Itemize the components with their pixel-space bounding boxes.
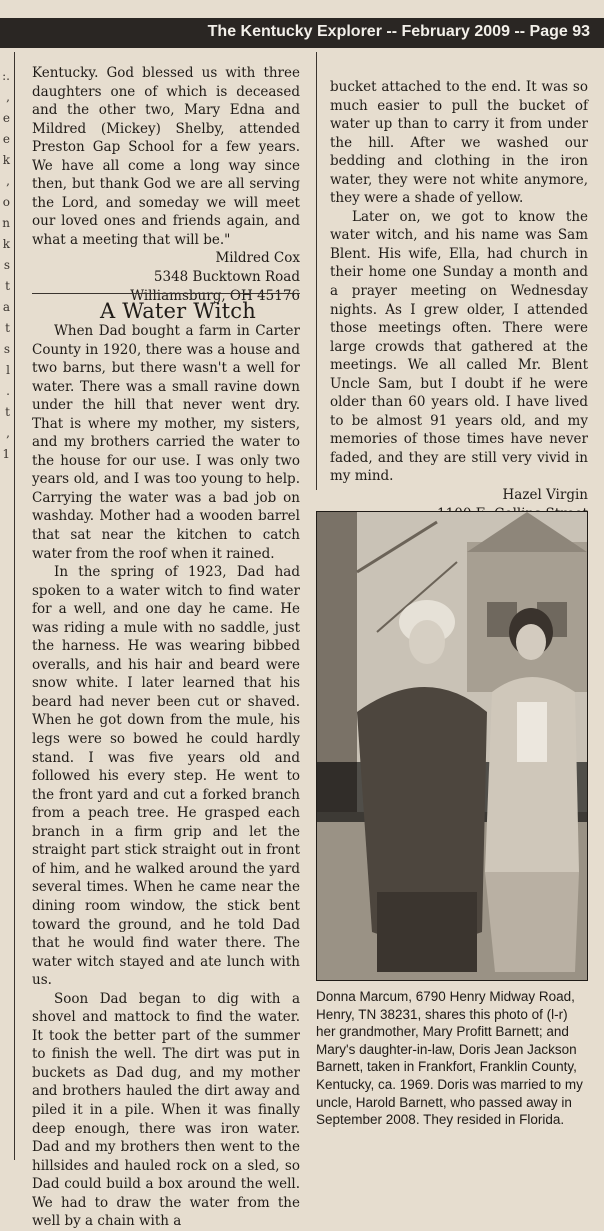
fragment-text: k: [2, 153, 10, 167]
fragment-text: ,: [6, 90, 10, 104]
story-paragraph: Later on, we got to know the water witch, and his name was Sam Blent. His wife, Ella, had church in their home one Sunday a month and a prayer meeting on Wednesday nights. As I grew older, I attended those meetings often. There were large crowds that gathered at the meetings. We all called Mr. Blent Uncle Sam, but I doubt if he were older than 60 years old. I have lived to be almost 91 years old, and my memories of those times have never faded, and they are still very vivid in my mind.: [330, 208, 588, 485]
story-title: A Water Witch: [100, 299, 256, 323]
letter-body: Kentucky. God blessed us with three daughters one of which is deceased and the other two, Mary Edna and Mildred (Mickey) Shelby, attended Preston Gap School for a few years. We have all come a long way since then, but thank God we are all serving the Lord, and someday we will meet our loved ones and friends again, and what a meeting that will be.": [32, 65, 300, 248]
fragment-text: e: [2, 111, 10, 125]
photo-caption: Donna Marcum, 6790 Henry Midway Road, Henry, TN 38231, shares this photo of (l-r) her grandmother, Mary Profitt Barnett; and Mary's daughter-in-law, Doris Jean Jackson Barnett, taken in Frankfort, Franklin County, Kentucky, ca. 1969. Doris was married to my uncle, Harold Barnett, who passed away in September 2008. They resided in Florida.: [316, 989, 583, 1128]
family-photo: [316, 511, 588, 981]
signature-city: Williamsburg, OH 45176: [130, 287, 300, 304]
fragment-text: t: [5, 321, 10, 335]
fragment-text: l: [6, 363, 10, 377]
signature-street: 5348 Bucktown Road: [153, 269, 300, 286]
story-paragraph: bucket attached to the end. It was so much easier to pull the bucket of water up than to carry it from under the hill. After we washed our bedding and clothing in the iron water, they were not white anymore, they were a shade of yellow.: [330, 79, 588, 207]
fragment-text: t: [5, 405, 10, 419]
story-paragraph: In the spring of 1923, Dad had spoken to a water witch to find water for a well, and one day he came. He was riding a mule with no saddle, just the harness. He was wearing bibbed overalls, and his hair and beard were snow white. I later learned that his beard had never been cut or shaved. When he got down from the mule, his legs were so bowed he could hardly stand. I was five years old and followed his every step. He went to the front yard and cut a forked branch from a peach tree. He grasped each branch in a firm grip and let the straight part stick straight out in front of him, and he walked around the yard several times. When he came near the dining room window, the stick bent toward the ground, and he told Dad that he would find water there. The water witch stayed and ate lunch with us.: [32, 564, 300, 989]
fragment-text: k: [2, 237, 10, 251]
story-paragraph: Soon Dad began to dig with a shovel and mattock to find the water. It took the better part of the summer to finish the well. The dirt was put in buckets as Dad dug, and my mother and brothers hauled the dirt away and piled it in a pile. When it was finally deep enough, there was iron water. Dad and my brothers then went to the hillsides and hauled rock on a sled, so Dad could build a box around the well. We had to draw the water from the well by a chain with a: [32, 990, 300, 1230]
column-divider-left: [14, 52, 15, 1160]
fragment-text: a: [2, 300, 10, 314]
fragment-text: ,: [6, 174, 10, 188]
column-divider-right: [316, 52, 317, 490]
story-body-left: [32, 322, 300, 1231]
story-paragraph: When Dad bought a farm in Carter County in 1920, there was a house and two barns, but there wasn't a well for water. There was a small ravine down under the hill that never went dry. That is where my mother, my sisters, and my brothers carried the water to the house for our use. I was only two years old, and I was too young to help. Carrying the water was a bad job on washday. Mother had a wooden barrel that sat near the kitchen to catch water from the roof when it rained.: [32, 323, 300, 562]
signature-name: Mildred Cox: [215, 250, 300, 267]
fragment-text: e: [2, 132, 10, 146]
fragment-text: o: [2, 195, 10, 209]
fragment-text: :.: [2, 69, 10, 83]
fragment-text: s: [3, 258, 10, 272]
story-separator: [32, 293, 300, 296]
left-fragment-column: [0, 66, 12, 465]
fragment-text: 1: [2, 447, 10, 461]
fragment-text: n: [2, 216, 10, 230]
fragment-text: ,: [6, 426, 10, 440]
signature-name: Hazel Virgin: [502, 487, 588, 504]
story-body-right: [330, 78, 588, 542]
fragment-text: s: [3, 342, 10, 356]
page-header-title: The Kentucky Explorer -- February 2009 -- Page 93: [207, 23, 590, 40]
letter-continuation: [32, 64, 300, 305]
family-photo-image: [317, 512, 587, 980]
page-header-bar: [0, 18, 604, 48]
fragment-text: t: [5, 279, 10, 293]
fragment-text: .: [6, 384, 10, 398]
